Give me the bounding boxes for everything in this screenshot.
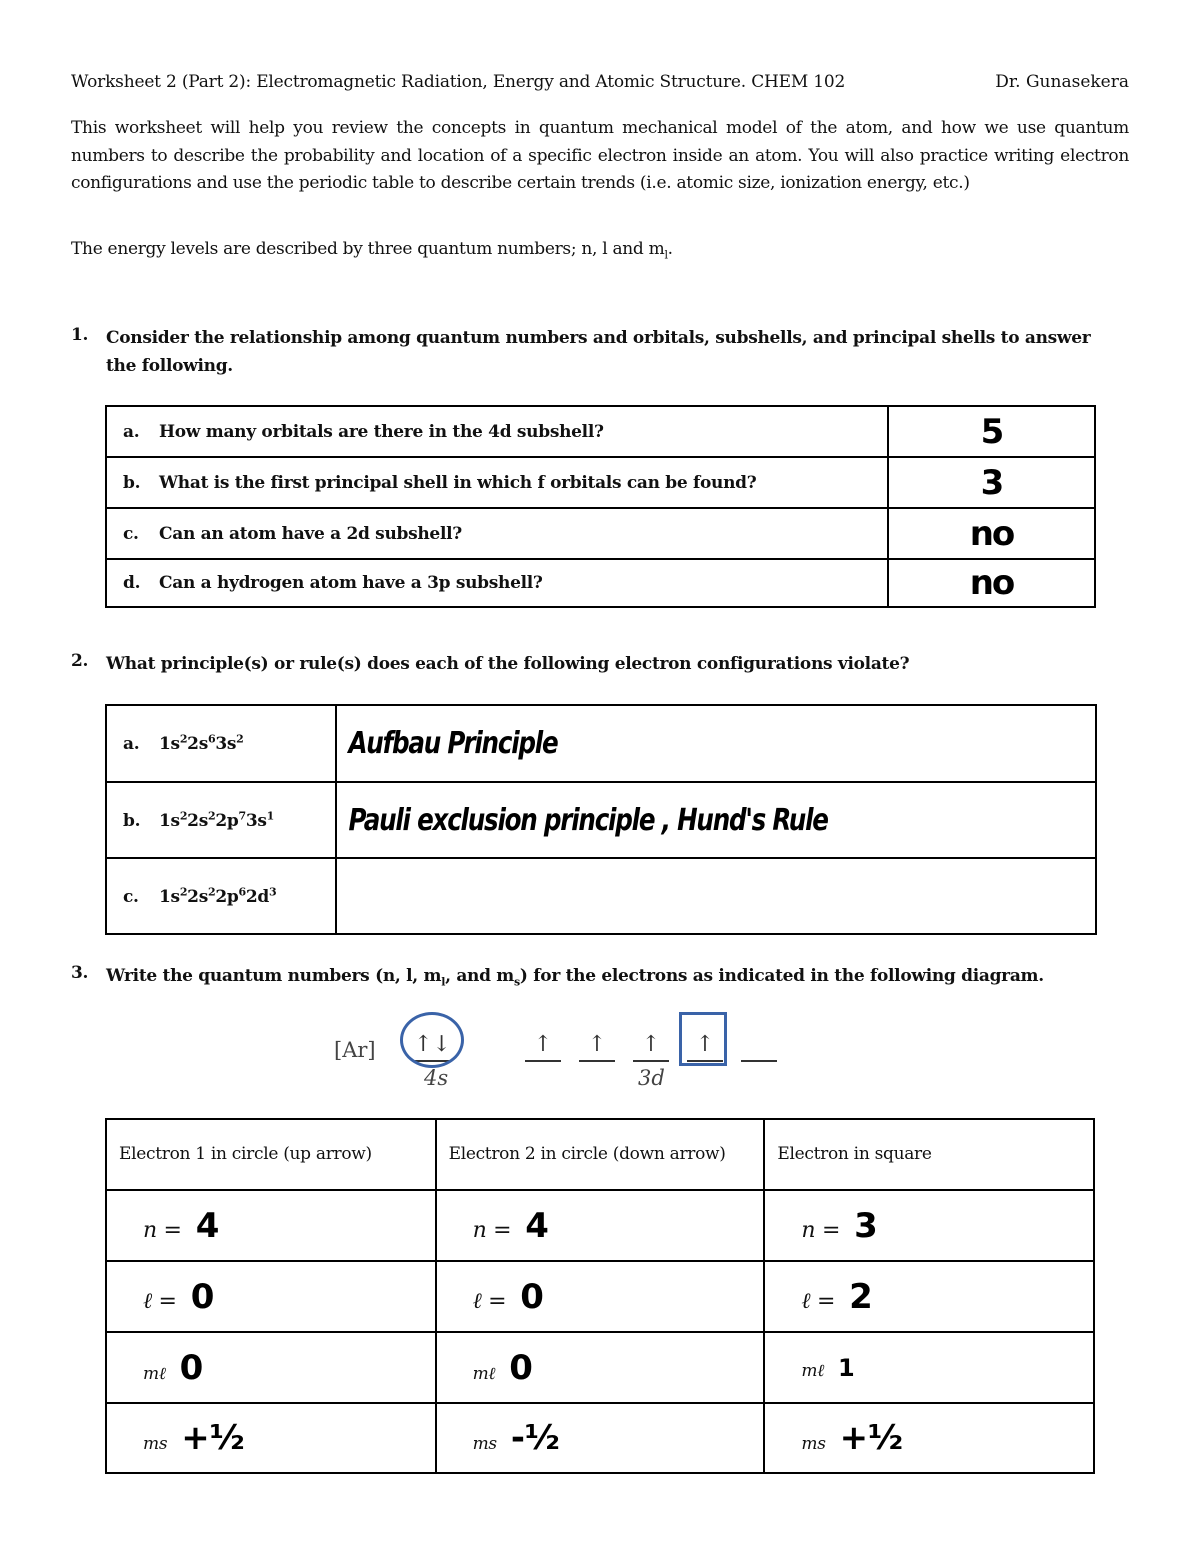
config-count: 6 (207, 732, 216, 746)
q1-table (105, 405, 1096, 608)
q2-config-cell (106, 858, 336, 934)
quantum-value: 0 (509, 1347, 533, 1388)
q3-value-cell[interactable] (436, 1403, 765, 1473)
q1-question-cell (106, 406, 888, 457)
config-count: 7 (238, 809, 246, 823)
q2-answer-text: Pauli exclusion principle , Hund's Rule (348, 802, 828, 838)
question-2-number: 2. (71, 651, 89, 671)
config-count: 2 (207, 885, 216, 899)
orbital-3d-slot: ↑ (525, 1030, 561, 1062)
energy-levels-sub: l (664, 248, 668, 262)
q3-value-cell[interactable] (436, 1190, 765, 1261)
quantum-symbol: ms (472, 1434, 497, 1454)
q3-header-cell: Electron 2 in circle (down arrow) (436, 1119, 765, 1190)
q2-row (106, 705, 1096, 782)
q3-value-row (106, 1261, 1094, 1332)
orbital-diagram (330, 1008, 790, 1093)
electron-configuration (159, 734, 244, 754)
q1-row (106, 559, 1095, 607)
electron-configuration (159, 887, 276, 907)
config-orbital: 3s (215, 734, 237, 755)
q3-header-cell: Electron 1 in circle (up arrow) (106, 1119, 436, 1190)
energy-levels-line (71, 239, 673, 261)
quantum-symbol: ℓ = (472, 1288, 507, 1314)
orbital-3d-slot: ↑ (579, 1030, 615, 1062)
quantum-value: -½ (510, 1418, 560, 1458)
q1-row-question: What is the first principal shell in which f orbitals can be found? (159, 472, 757, 493)
orbital-3d-slot (741, 1030, 777, 1062)
quantum-value: +½ (839, 1418, 903, 1458)
config-count: 2 (179, 732, 188, 746)
config-count: 6 (238, 885, 246, 899)
q3-value-row (106, 1403, 1094, 1473)
q2-table (105, 704, 1097, 935)
q2-row (106, 782, 1096, 858)
config-orbital: 3s (245, 810, 267, 831)
quantum-symbol: n = (143, 1217, 182, 1243)
config-orbital: 2s (187, 734, 208, 755)
q3-value-cell[interactable] (436, 1261, 765, 1332)
q3-header-cell: Electron in square (764, 1119, 1094, 1190)
config-count: 3 (268, 885, 277, 899)
q3-sub-s: s (514, 975, 520, 989)
q3-text-post: ) for the electrons as indicated in the following diagram. (519, 966, 1044, 986)
q2-row (106, 858, 1096, 934)
q3-text-pre: Write the quantum numbers (n, l, m (106, 966, 442, 986)
config-orbital: 2p (215, 886, 239, 907)
q2-row-label: c. (123, 886, 139, 907)
electron-square (679, 1012, 727, 1066)
core-notation: [Ar] (334, 1038, 376, 1062)
config-orbital: 2s (187, 810, 208, 831)
q1-row-question: Can an atom have a 2d subshell? (159, 523, 462, 544)
q1-row-question: How many orbitals are there in the 4d subshell? (159, 421, 604, 442)
q1-row-label: a. (123, 421, 140, 442)
q3-value-cell[interactable] (764, 1261, 1094, 1332)
q1-row-label: d. (123, 573, 141, 593)
config-count: 2 (179, 885, 188, 899)
question-2-text: What principle(s) or rule(s) does each of the following electron configurations violate? (106, 654, 910, 674)
question-3-number: 3. (71, 963, 89, 983)
config-orbital: 1s (159, 734, 180, 755)
q3-value-cell[interactable] (106, 1261, 436, 1332)
q3-value-cell[interactable] (764, 1190, 1094, 1261)
q2-row-label: a. (123, 734, 140, 755)
quantum-value: 0 (179, 1347, 203, 1388)
electron-configuration (159, 811, 274, 831)
q1-row (106, 508, 1095, 559)
q3-value-row (106, 1190, 1094, 1261)
q3-value-row (106, 1332, 1094, 1403)
question-1-number: 1. (71, 325, 89, 345)
q3-value-cell[interactable] (764, 1332, 1094, 1403)
q3-value-cell[interactable] (106, 1332, 436, 1403)
energy-levels-text: The energy levels are described by three quantum numbers; n, l and m (71, 239, 665, 259)
quantum-value: 2 (849, 1276, 873, 1317)
config-orbital: 2d (245, 886, 269, 907)
config-orbital: 2s (187, 886, 208, 907)
label-3d: 3d (638, 1066, 665, 1090)
q1-row-label: b. (123, 472, 141, 493)
q1-row (106, 457, 1095, 508)
quantum-symbol: n = (801, 1217, 841, 1243)
config-count: 1 (266, 809, 274, 823)
orbital-3d-slot: ↑ (633, 1030, 669, 1062)
quantum-value: +½ (181, 1418, 245, 1458)
quantum-value: 1 (838, 1353, 855, 1382)
label-4s: 4s (424, 1066, 449, 1090)
q2-answer-cell[interactable] (336, 858, 1096, 934)
orbital-3d-slot: ↑ (687, 1030, 723, 1062)
energy-levels-end: . (667, 239, 673, 259)
config-count: 2 (236, 732, 244, 746)
worksheet-title: Worksheet 2 (Part 2): Electromagnetic Radiation, Energy and Atomic Structure. CHEM 102 (71, 72, 846, 92)
quantum-symbol: ℓ = (801, 1288, 836, 1314)
config-orbital: 1s (159, 810, 180, 831)
q1-row-label: c. (123, 523, 139, 544)
q2-config-cell (106, 705, 336, 782)
q2-config-cell (106, 782, 336, 858)
quantum-value: 0 (190, 1276, 215, 1317)
q3-text-mid: , and m (445, 966, 514, 986)
q1-answer-cell[interactable]: 3 (888, 457, 1095, 508)
config-count: 2 (179, 809, 188, 823)
quantum-symbol: n = (472, 1217, 512, 1243)
electron-circle (400, 1012, 464, 1068)
q2-row-label: b. (123, 810, 141, 831)
quantum-symbol: mℓ (143, 1363, 166, 1384)
q1-row (106, 406, 1095, 457)
quantum-symbol: mℓ (472, 1363, 496, 1384)
q2-answer-cell[interactable] (336, 782, 1096, 858)
q1-answer-cell[interactable]: 5 (888, 406, 1095, 457)
q3-value-cell[interactable] (106, 1403, 436, 1473)
intro-paragraph: This worksheet will help you review the concepts in quantum mechanical model of the atom, and how we use quantum numbers to describe the probability and location of a specific electron inside an atom. You will also practice writing electron configurations and use the periodic table to describe certain trends (i.e. atomic size, ionization energy, etc.) (71, 118, 1129, 193)
q3-value-cell[interactable] (764, 1403, 1094, 1473)
quantum-value: 3 (854, 1205, 878, 1246)
quantum-symbol: ℓ = (143, 1288, 177, 1314)
quantum-value: 4 (195, 1205, 220, 1246)
quantum-symbol: ms (801, 1434, 826, 1454)
question-3-text (106, 963, 1044, 996)
author-name: Dr. Gunasekera (995, 72, 1129, 92)
quantum-symbol: mℓ (801, 1360, 825, 1381)
config-orbital: 1s (159, 886, 180, 907)
question-1-text: Consider the relationship among quantum numbers and orbitals, subshells, and principal shells to answer the following. (106, 328, 1091, 376)
q3-header-row (106, 1119, 1094, 1190)
q3-value-cell[interactable] (436, 1332, 765, 1403)
q1-question-cell (106, 559, 888, 607)
q3-table (105, 1118, 1095, 1474)
q2-answer-text: Aufbau Principle (348, 726, 558, 761)
q1-question-cell (106, 457, 888, 508)
orbital-4s: ↑↓ (414, 1030, 450, 1062)
q1-answer-cell[interactable]: no (888, 508, 1095, 559)
q3-sub-l: l (441, 975, 446, 989)
config-orbital: 2p (215, 810, 239, 831)
q3-value-cell[interactable] (106, 1190, 436, 1261)
q1-question-cell (106, 508, 888, 559)
q1-answer-cell[interactable]: no (888, 559, 1095, 607)
quantum-value: 4 (525, 1205, 549, 1246)
q2-answer-cell[interactable] (336, 705, 1096, 782)
config-count: 2 (207, 809, 216, 823)
quantum-value: 0 (520, 1276, 544, 1317)
quantum-symbol: ms (143, 1434, 168, 1454)
q1-row-question: Can a hydrogen atom have a 3p subshell? (159, 573, 543, 593)
